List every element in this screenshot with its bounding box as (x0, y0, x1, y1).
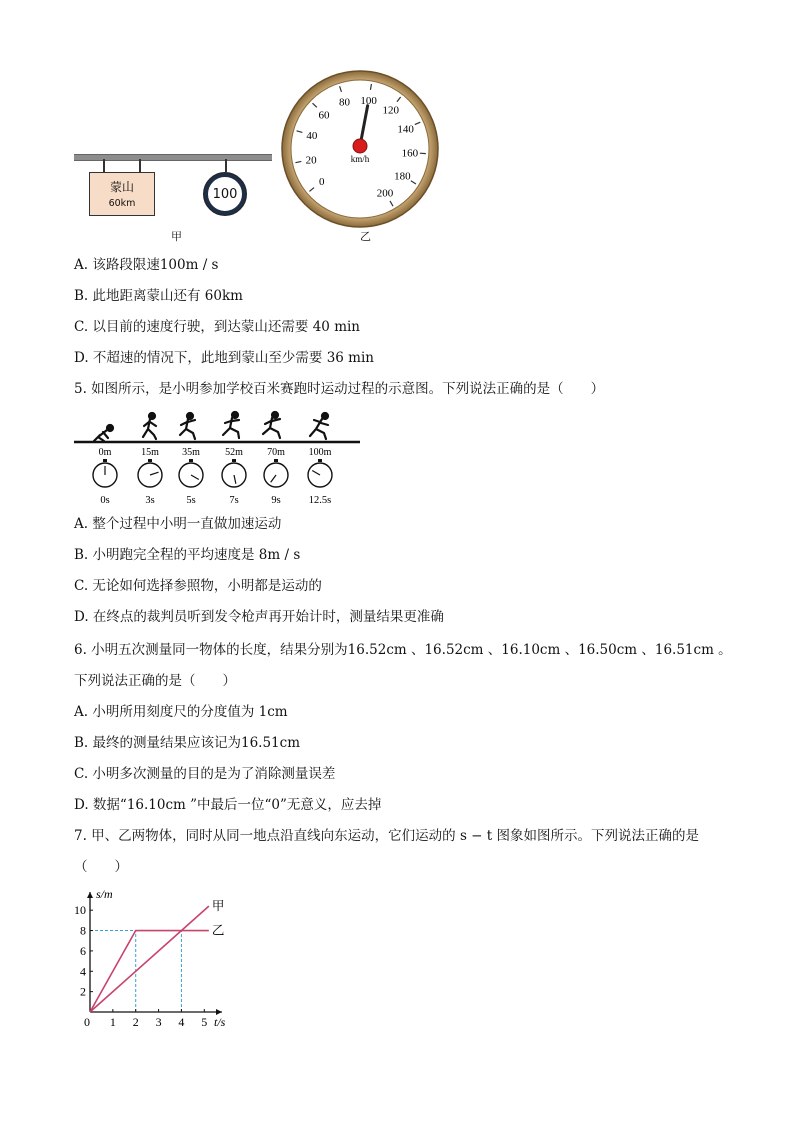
x-tick-label: 2 (132, 1015, 139, 1029)
pole-3 (225, 159, 227, 172)
runner-3 (180, 413, 195, 439)
x-tick-label: 4 (178, 1015, 185, 1029)
speed-unit: km/h (350, 154, 370, 164)
x-tick-label: 1 (109, 1015, 116, 1029)
race-distance: 52m (225, 447, 243, 458)
race-time: 7s (229, 495, 239, 506)
stopwatch-button (318, 459, 322, 462)
runner-2 (143, 413, 156, 439)
q4-option-d: D. 不超速的情况下，此地到蒙山至少需要 36 min (74, 350, 374, 366)
stopwatch-button (103, 459, 107, 462)
y-tick-label: 2 (80, 984, 86, 999)
distance-sign (89, 172, 155, 216)
series-line (90, 931, 209, 1012)
speed-limit-sign (203, 172, 247, 216)
chart-xlabel: t/s (214, 1015, 226, 1029)
dial-label: 160 (401, 147, 419, 160)
race-distance: 35m (182, 447, 200, 458)
series-label: 甲 (211, 899, 225, 914)
chart-ylabel: s/m (96, 887, 113, 901)
race-time: 3s (145, 495, 155, 506)
runner-6 (310, 413, 328, 439)
q5-option-a: A. 整个过程中小明一直做加速运动 (74, 516, 282, 532)
q4-option-a: A. 该路段限速100m / s (74, 257, 219, 273)
race-time: 12.5s (308, 495, 332, 506)
race-time: 9s (271, 495, 281, 506)
pole-2 (139, 159, 141, 172)
pole-1 (103, 159, 105, 172)
q6-option-a: A. 小明所用刻度尺的分度值为 1cm (74, 704, 288, 720)
q6-option-b: B. 最终的测量结果应该记为16.51cm (74, 735, 301, 751)
dial-label: 140 (397, 123, 414, 136)
race-time-labels (100, 495, 331, 506)
series-label: 乙 (211, 923, 225, 938)
y-tick-label: 6 (80, 943, 86, 958)
q6-option-c: C. 小明多次测量的目的是为了消除测量误差 (74, 766, 336, 782)
q5-option-c: C. 无论如何选择参照物，小明都是运动的 (74, 578, 322, 594)
race-time: 0s (100, 495, 110, 506)
dial-label: 180 (394, 170, 411, 183)
q4-option-c: C. 以目前的速度行驶，到达蒙山还需要 40 min (74, 319, 361, 335)
q5-option-d: D. 在终点的裁判员听到发令枪声再开始计时，测量结果更准确 (74, 609, 444, 625)
stopwatches (93, 459, 332, 487)
st-chart (60, 880, 240, 1030)
needle-hub (353, 139, 367, 153)
runner-5 (263, 412, 280, 438)
sign-distance: 60km (108, 198, 136, 209)
stopwatch-button (232, 459, 236, 462)
race-distance: 15m (141, 447, 159, 458)
caption-jia: 甲 (171, 230, 182, 243)
q6-option-d: D. 数据“16.10cm ”中最后一位“0”无意义，应去掉 (74, 797, 382, 813)
y-axis-arrow (87, 892, 93, 898)
y-tick-label: 4 (80, 964, 86, 979)
q4-option-b: B. 此地距离蒙山还有 60km (74, 288, 243, 304)
dial-label: 0 (318, 176, 325, 189)
dial-label: 40 (306, 130, 318, 143)
q7-stem-line1: 7. 甲、乙两物体，同时从同一地点沿直线向东运动，它们运动的 s − t 图象如图所示。下列说法正确的是 (74, 828, 699, 844)
dial-label: 120 (382, 104, 400, 117)
caption-yi: 乙 (360, 230, 371, 243)
x-tick-label: 0 (84, 1015, 90, 1029)
race-distance: 100m (308, 447, 332, 458)
y-tick-label: 8 (80, 923, 86, 938)
q5-stem: 5. 如图所示，是小明参加学校百米赛跑时运动过程的示意图。下列说法正确的是（ ） (74, 381, 605, 397)
q5-option-b: B. 小明跑完全程的平均速度是 8m / s (74, 547, 301, 563)
dial-label: 20 (305, 154, 317, 167)
stopwatch-button (189, 459, 193, 462)
speedometer (280, 70, 440, 228)
runner-4 (223, 412, 239, 438)
race-time: 5s (186, 495, 196, 506)
dial-label: 100 (360, 94, 377, 107)
q6-stem-line1: 6. 小明五次测量同一物体的长度，结果分别为16.52cm 、16.52cm 、16.10cm 、16.50cm 、16.51cm 。 (74, 642, 732, 658)
runner-1 (94, 425, 113, 441)
sign-name: 蒙山 (109, 180, 134, 194)
stopwatch-button (274, 459, 278, 462)
race-distance: 0m (98, 447, 112, 458)
q6-stem-line2: 下列说法正确的是（ ） (74, 673, 236, 689)
dial-label: 200 (376, 187, 394, 200)
race-distance: 70m (267, 447, 285, 458)
series-line (90, 906, 209, 1012)
q7-stem-line2: （ ） (74, 859, 128, 875)
race-figure (70, 405, 370, 510)
speed-limit-value: 100 (207, 176, 243, 212)
chart-series (90, 899, 224, 1012)
y-tick-label: 10 (74, 903, 86, 918)
stopwatch-button (148, 459, 152, 462)
x-tick-label: 3 (155, 1015, 162, 1029)
dial-label: 80 (339, 96, 351, 109)
x-tick-label: 5 (201, 1015, 208, 1029)
race-distance-labels (99, 447, 332, 458)
dial-label: 60 (318, 109, 330, 122)
